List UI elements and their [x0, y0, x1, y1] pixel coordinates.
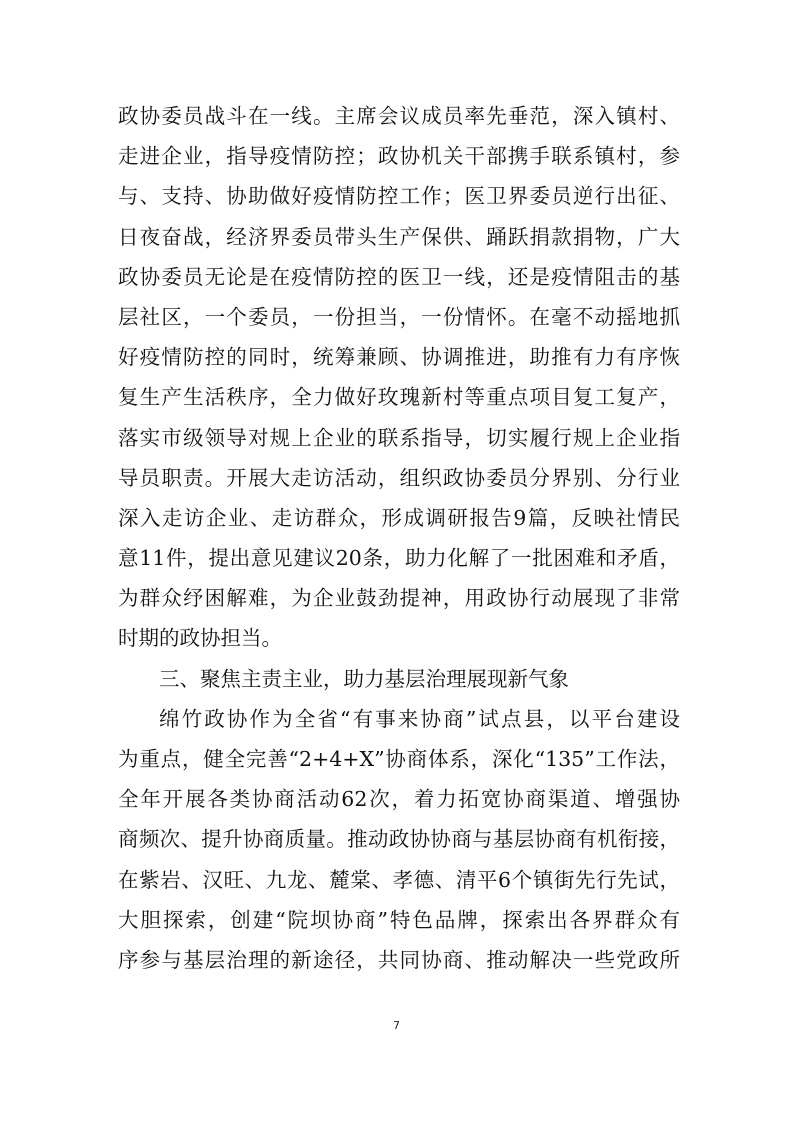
paragraph-1 [118, 96, 680, 659]
text-line: 落实市级领导对规上企业的联系指导，切实履行规上企业指 [118, 425, 680, 450]
section-heading-block [118, 659, 680, 699]
text-line: 大胆探索，创建“院坝协商”特色品牌，探索出各界群众有 [118, 907, 680, 932]
text-line: 商频次、提升协商质量。推动政协协商与基层协商有机衔接， [118, 827, 680, 852]
text-line: 深入走访企业、走访群众，形成调研报告9篇，反映社情民 [118, 505, 680, 530]
page-number: 7 [393, 1019, 400, 1032]
section-heading: 三、聚焦主责主业，助力基层治理展现新气象 [159, 666, 569, 691]
text-line: 好疫情防控的同时，统筹兼顾、协调推进，助推有力有序恢 [118, 345, 680, 370]
text-line: 全年开展各类协商活动62次，着力拓宽协商渠道、增强协 [118, 787, 680, 812]
paragraph-2 [118, 699, 680, 980]
text-line: 与、支持、协助做好疫情防控工作；医卫界委员逆行出征、 [118, 184, 680, 209]
text-line: 导员职责。开展大走访活动，组织政协委员分界别、分行业 [118, 465, 680, 490]
text-line: 序参与基层治理的新途径，共同协商、推动解决一些党政所 [118, 947, 680, 972]
text-line: 政协委员战斗在一线。主席会议成员率先垂范，深入镇村、 [118, 104, 680, 128]
text-line: 政协委员无论是在疫情防控的医卫一线，还是疫情阻击的基 [118, 264, 680, 289]
body-text [118, 96, 680, 980]
text-line: 在紫岩、汉旺、九龙、麓棠、孝德、清平6个镇街先行先试， [118, 867, 680, 892]
text-line: 时期的政协担当。 [118, 626, 282, 651]
text-line: 日夜奋战，经济界委员带头生产保供、踊跃捐款捐物，广大 [118, 224, 680, 249]
text-line: 走进企业，指导疫情防控；政协机关干部携手联系镇村，参 [118, 144, 680, 169]
text-line: 为群众纾困解难，为企业鼓劲提神，用政协行动展现了非常 [118, 586, 680, 611]
text-line: 复生产生活秩序，全力做好玫瑰新村等重点项目复工复产， [118, 385, 680, 410]
text-line: 意11件，提出意见建议20条，助力化解了一批困难和矛盾， [118, 546, 680, 571]
text-line: 绵竹政协作为全省“有事来协商”试点县，以平台建设 [159, 706, 680, 731]
text-line: 层社区，一个委员，一份担当，一份情怀。在毫不动摇地抓 [118, 304, 680, 329]
text-line: 为重点，健全完善“2+4+X”协商体系，深化“135”工作法， [118, 747, 680, 771]
